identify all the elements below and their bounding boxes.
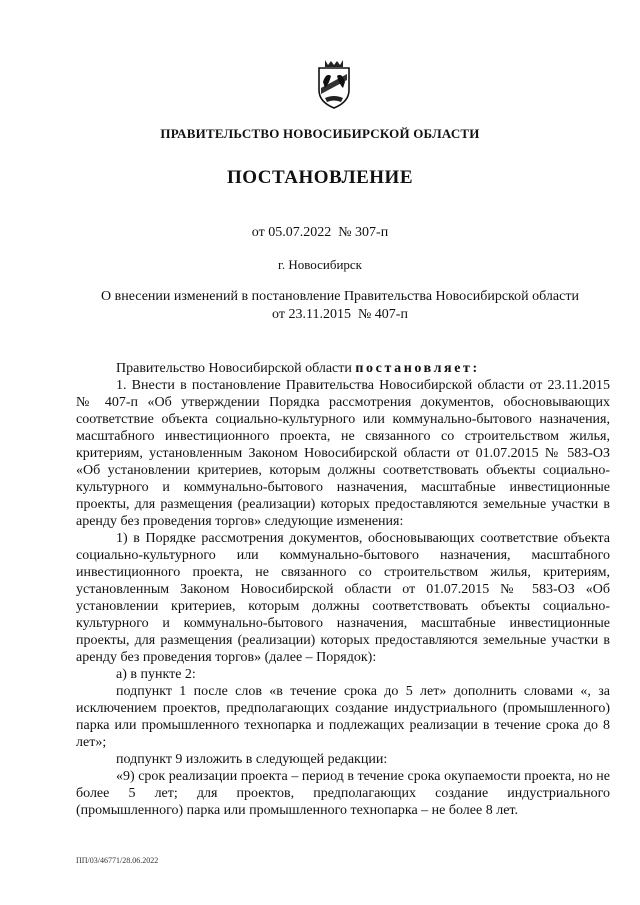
title-line-1: О внесении изменений в постановление Правительства Новосибирской области [101,289,579,304]
paragraph-2: 1) в Порядке рассмотрения документов, обосновывающих соответствие объекта социально-культурного или коммунально-бытового назначения, масштабного инвестиционного проекта, не связанного со строительством жилья, критериям, установленным Законом Новосибирской области от 01.07.2015 № 583-ОЗ «Об установлении критериев, которым должны соответствовать объекты социально-культурного и коммунально-бытового назначения, масштабные инвестиционные проекты, для размещения (реализации) которых предоставляются земельные участки в аренду без проведения торгов» (далее – Порядок): [76,531,610,665]
paragraph-4: подпункт 1 после слов «в течение срока до 5 лет» дополнить словами «, за исключением проектов, предполагающих создание индустриального (промышленного) парка или промышленного технопарка и подлежащих реализации в течение срока до 8 лет»; [76,684,610,750]
coat-of-arms-icon [313,58,355,110]
document-city: г. Новосибирск [277,257,362,272]
intro-text: Правительство Новосибирской области [116,361,356,376]
paragraph-6: «9) срок реализации проекта – период в течение срока окупаемости проекта, но не более 5 лет; для проектов, предполагающих создание индустриального (промышленного) парка или промышленного технопарка – не более 8 лет. [76,769,610,818]
document-title [70,288,610,324]
paragraph-1: 1. Внести в постановление Правительства Новосибирской области от 23.11.2015 № 407-п «Об утверждении Порядка рассмотрения документов, обосновывающих соответствие объекта социально-культурного или коммунально-бытового назначения, масштабного инвестиционного проекта, не связанного со строительством жилья, критериям, установленным Законом Новосибирской области от 01.07.2015 № 583-ОЗ «Об установлении критериев, которым должны соответствовать объекты социально-культурного и коммунально-бытового назначения, масштабные инвестиционные проекты, для размещения (реализации) которых предоставляются земельные участки в аренду без проведения торгов» следующие изменения: [76,378,610,529]
intro-colon: : [472,361,478,376]
document-type: ПОСТАНОВЛЕНИЕ [226,167,414,188]
organization-name: ПРАВИТЕЛЬСТВО НОВОСИБИРСКОЙ ОБЛАСТИ [160,126,480,141]
intro-paragraph [76,360,610,377]
document-footer-code: ПП/03/46771/28.06.2022 [76,856,159,865]
paragraph-3: а) в пункте 2: [116,667,196,682]
document-body [76,360,610,819]
paragraph-5: подпункт 9 изложить в следующей редакции: [116,752,388,767]
document-date-number: от 05.07.2022 № 307-п [251,225,389,240]
title-line-2: от 23.11.2015 № 407-п [272,307,408,322]
intro-decree-word: постановляет [355,361,473,376]
